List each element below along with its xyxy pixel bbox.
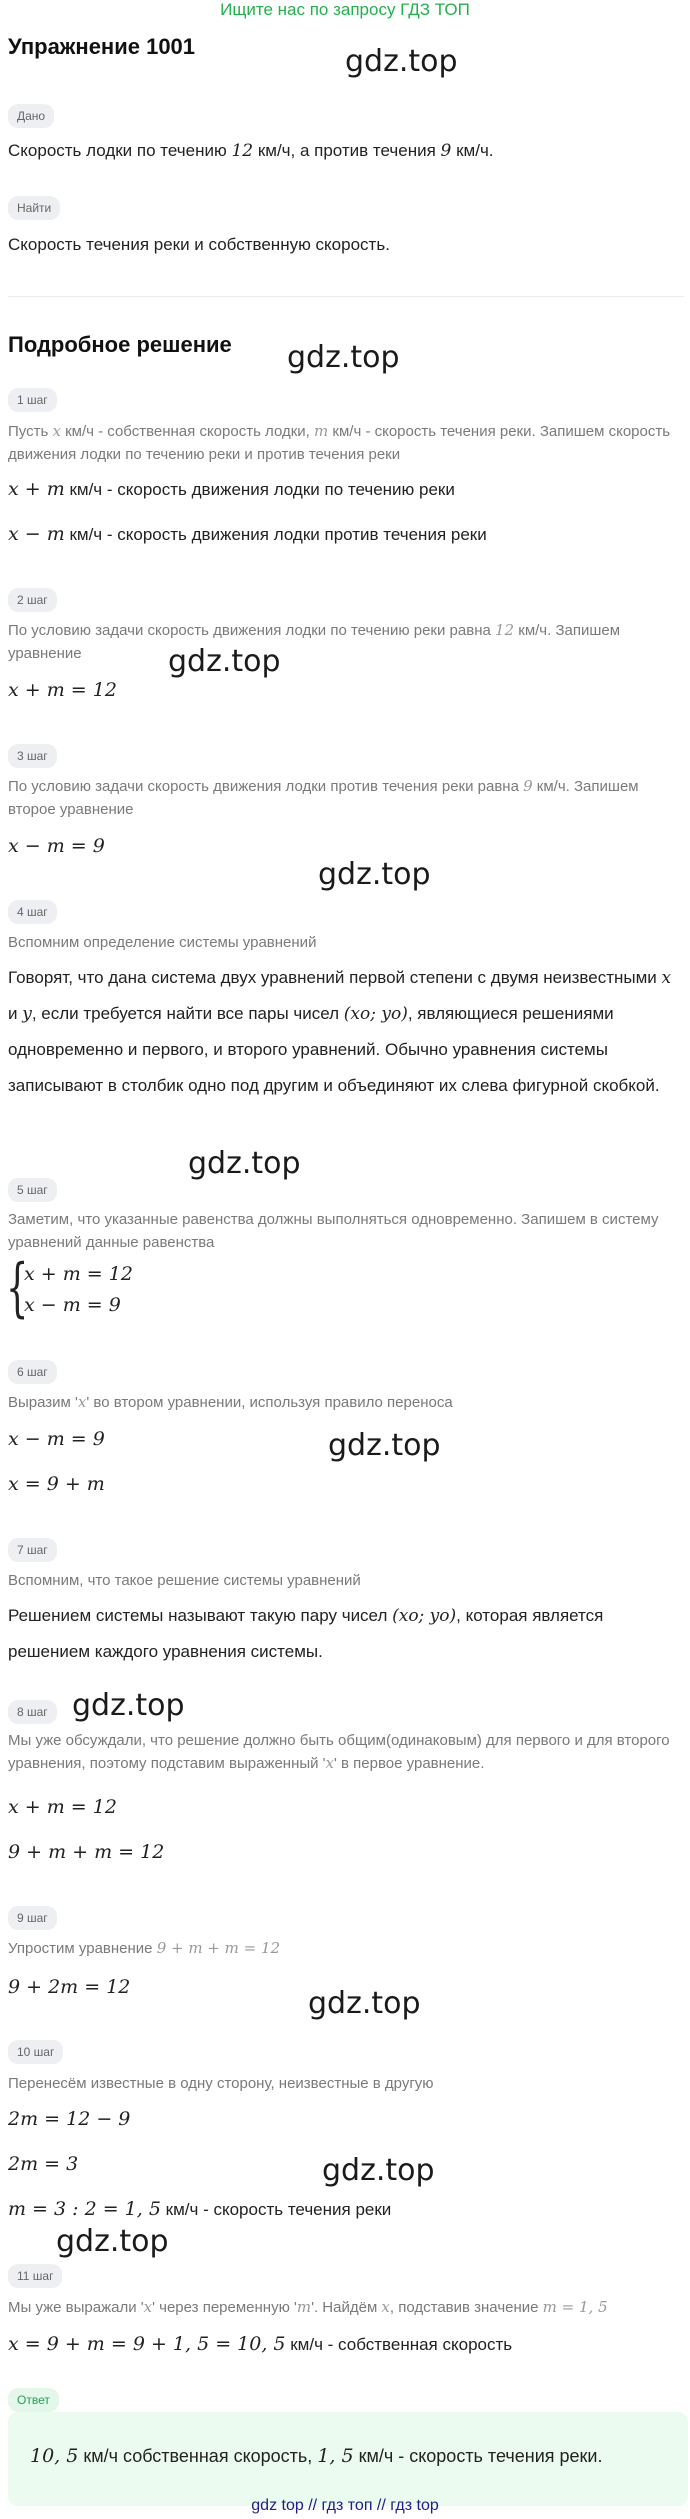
step-explanation: По условию задачи скорость движения лодки по течению реки равна 12 км/ч. Запишем уравнение: [8, 621, 621, 662]
watermark: gdz.top: [56, 2224, 169, 2259]
equation: x + m = 12: [8, 1796, 117, 1818]
watermark: gdz.top: [322, 2153, 435, 2188]
step-explanation: Вспомним, что такое решение системы уравнений: [8, 1572, 361, 1589]
watermark: gdz.top: [308, 1986, 421, 2021]
step-explanation: По условию задачи скорость движения лодки против течения реки равна 9 км/ч. Запишем второе уравнение: [8, 777, 639, 818]
answer-text: 10, 5 км/ч собственная скорость, 1, 5 км/ч - скорость течения реки.: [30, 2445, 603, 2467]
equation: x + m = 12: [8, 679, 117, 701]
equation: x − m = 9: [8, 1428, 105, 1450]
watermark: gdz.top: [188, 1146, 301, 1181]
definition-text: Говорят, что дана система двух уравнений первой степени с двумя неизвестными x и y, если требуется найти все пары чисел (xo; yo), являющиеся решениями одновременно и первого, и второго уравнений. Обычно уравнения системы записывают в столбик одно под другим и объединяют их слева фигурной скобкой.: [8, 968, 672, 1095]
math-line: m = 3 : 2 = 1, 5 км/ч - скорость течения реки: [8, 2198, 392, 2220]
math-line: x = 9 + m = 9 + 1, 5 = 10, 5 км/ч - собственная скорость: [8, 2333, 513, 2355]
step-explanation: Пусть x км/ч - собственная скорость лодки, m км/ч - скорость течения реки. Запишем скорость движения лодки по течению реки и против течения реки: [8, 422, 671, 463]
watermark: gdz.top: [168, 644, 281, 679]
system-equation: x − m = 9: [24, 1294, 121, 1316]
divider: [8, 296, 684, 297]
watermark: gdz.top: [345, 44, 458, 79]
math-line: x − m км/ч - скорость движения лодки против течения реки: [8, 523, 487, 545]
equation: 9 + 2m = 12: [8, 1976, 131, 1998]
definition-text: Решением системы называют такую пару чисел (xo; yo), которая является решением каждого уравнения системы.: [8, 1606, 604, 1661]
step-explanation: Упростим уравнение 9 + m + m = 12: [8, 1939, 281, 1957]
given-text: Скорость лодки по течению 12 км/ч, а против течения 9 км/ч.: [8, 141, 494, 161]
step-badge: 10 шаг: [8, 2040, 63, 2064]
watermark: gdz.top: [318, 857, 431, 892]
step-badge: 6 шаг: [8, 1360, 57, 1384]
system-brace: {: [6, 1251, 29, 1325]
step-badge: 5 шаг: [8, 1178, 57, 1202]
step-badge: 2 шаг: [8, 588, 57, 612]
step-explanation: Выразим 'x' во втором уравнении, используя правило переноса: [8, 1393, 453, 1411]
watermark: gdz.top: [328, 1428, 441, 1463]
step-badge: 11 шаг: [8, 2264, 62, 2288]
watermark: gdz.top: [287, 340, 400, 375]
find-badge: Найти: [8, 196, 60, 220]
answer-badge: Ответ: [8, 2388, 59, 2412]
given-badge: Дано: [8, 104, 54, 128]
step-badge: 9 шаг: [8, 1906, 57, 1930]
solution-title: Подробное решение: [8, 332, 232, 357]
step-explanation: Мы уже выражали 'x' через переменную 'm'. Найдём x, подставив значение m = 1, 5: [8, 2298, 608, 2316]
equation: 2m = 12 − 9: [8, 2108, 131, 2130]
step-badge: 7 шаг: [8, 1538, 57, 1562]
step-explanation: Перенесём известные в одну сторону, неизвестные в другую: [8, 2075, 434, 2092]
step-explanation: Вспомним определение системы уравнений: [8, 934, 317, 951]
equation: x − m = 9: [8, 835, 105, 857]
equation: 2m = 3: [8, 2153, 79, 2175]
system-equation: x + m = 12: [24, 1263, 133, 1285]
equation: x = 9 + m: [8, 1473, 105, 1495]
page-title: Упражнение 1001: [8, 34, 196, 59]
step-badge: 3 шаг: [8, 744, 57, 768]
top-search-link[interactable]: Ищите нас по запросу ГДЗ ТОП: [220, 0, 470, 19]
equation: 9 + m + m = 12: [8, 1841, 165, 1863]
step-badge: 8 шаг: [8, 1700, 57, 1724]
step-badge: 1 шаг: [8, 388, 57, 412]
step-explanation: Заметим, что указанные равенства должны выполняться одновременно. Запишем в систему уравнений данные равенства: [8, 1211, 659, 1251]
step-explanation: Мы уже обсуждали, что решение должно быть общим(одинаковым) для первого и для второго уравнения, поэтому подставим выраженный 'x' в первое уравнение.: [8, 1732, 670, 1772]
find-text: Скорость течения реки и собственную скорость.: [8, 235, 390, 254]
watermark: gdz.top: [72, 1688, 185, 1723]
footer-links[interactable]: gdz top // гдз топ // гдз top: [251, 2497, 439, 2514]
step-badge: 4 шаг: [8, 900, 57, 924]
math-line: x + m км/ч - скорость движения лодки по течению реки: [8, 478, 455, 500]
